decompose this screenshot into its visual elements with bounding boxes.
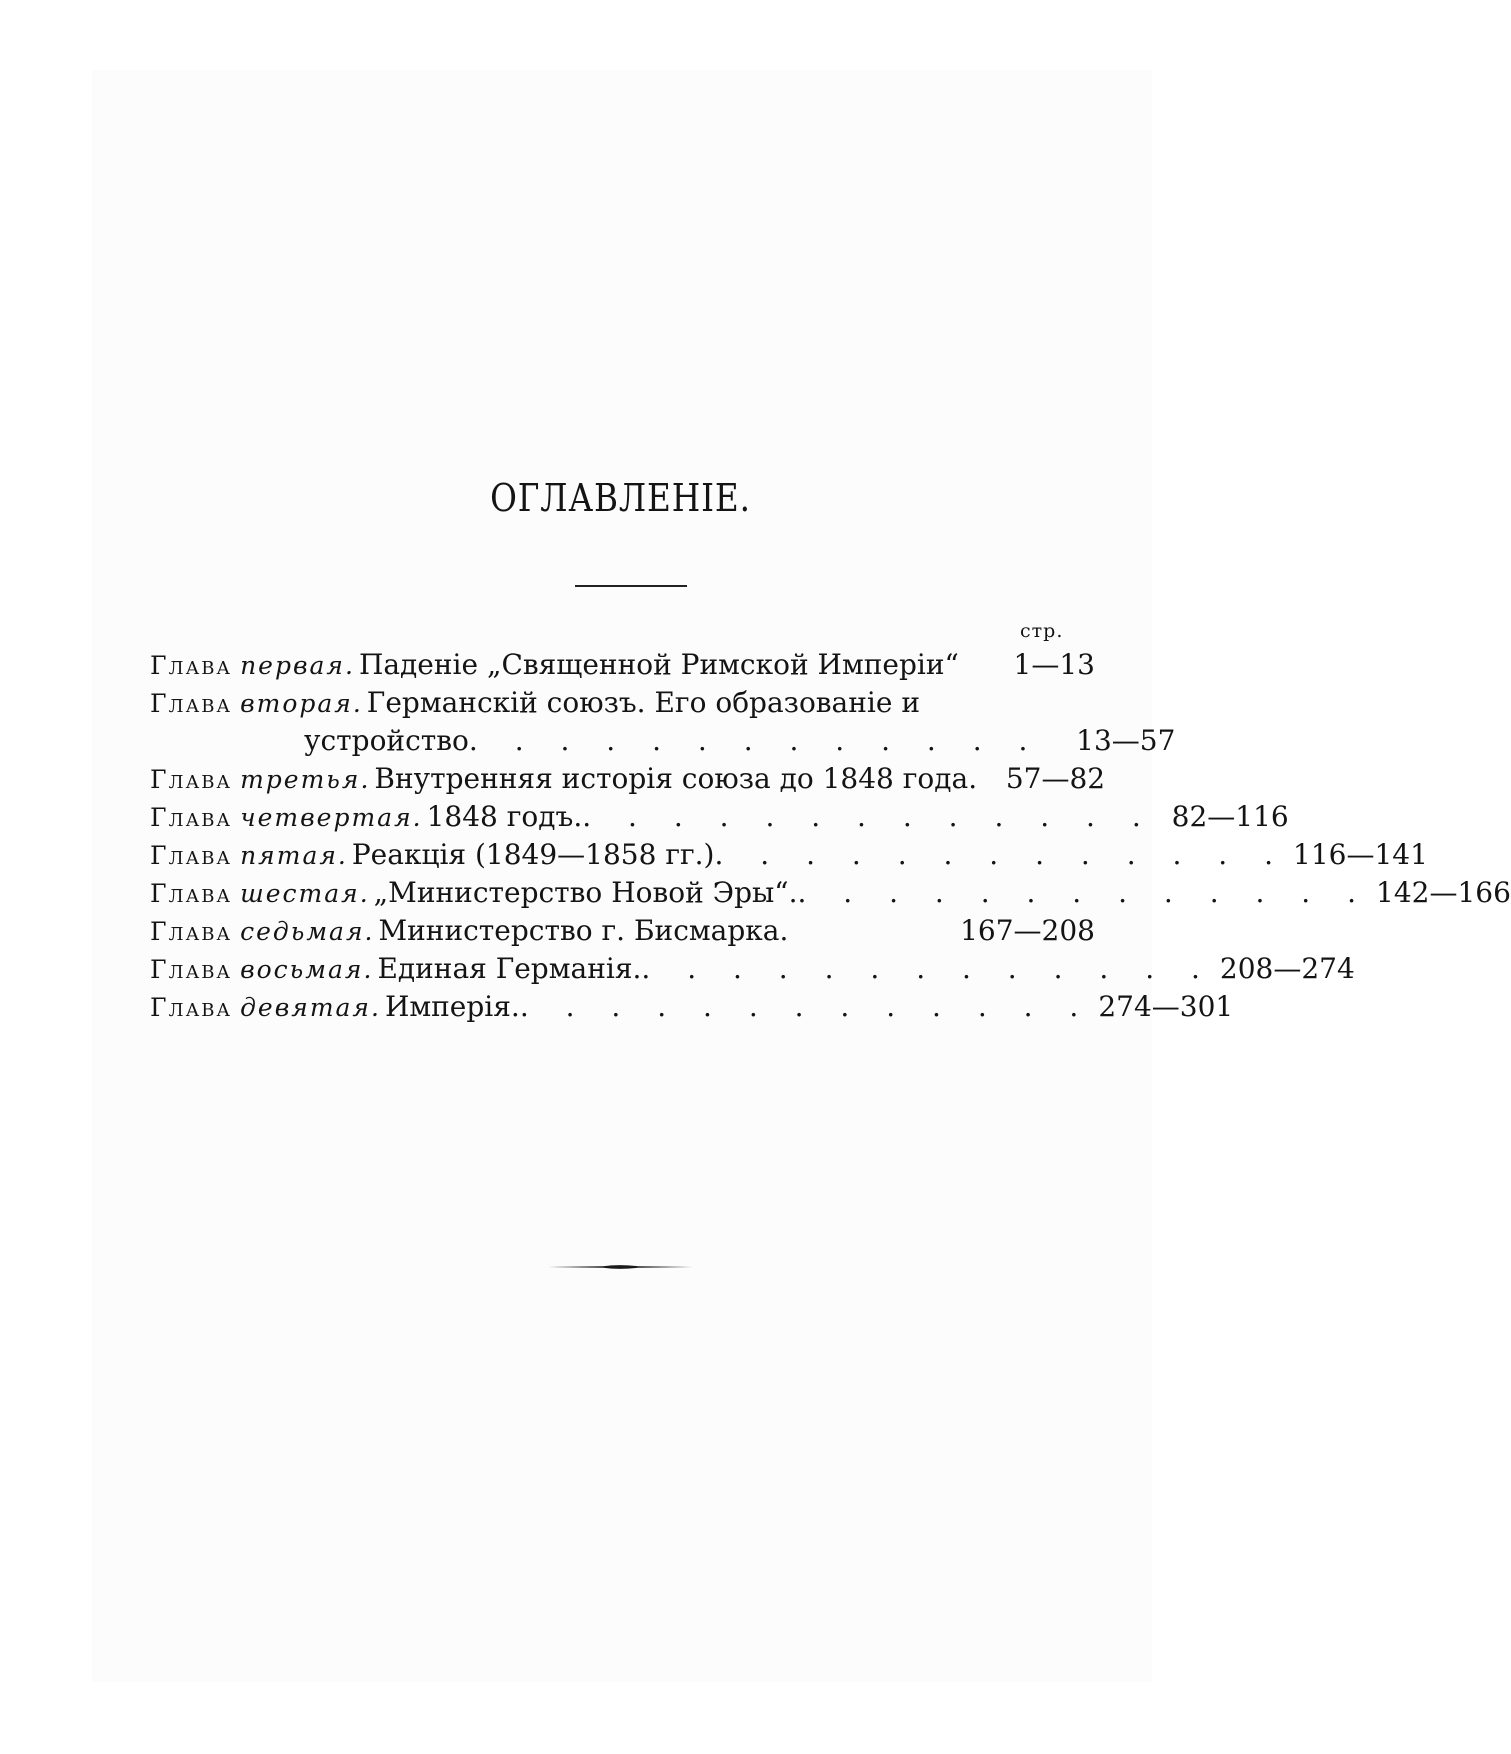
chapter-ordinal: четвертая.	[240, 803, 423, 832]
title-divider	[575, 585, 687, 587]
chapter-title: Единая Германія.	[377, 952, 642, 985]
toc-entry	[150, 648, 1095, 686]
page-range: 82—116	[1171, 800, 1289, 833]
toc-entry	[150, 838, 1428, 876]
chapter-title: Германскій союзъ. Его образованіе и	[366, 686, 921, 719]
chapter-ordinal: восьмая.	[240, 955, 374, 984]
chapter-ordinal: третья.	[240, 765, 371, 794]
chapter-ordinal: вторая.	[240, 689, 363, 718]
page-range: 13—57	[1076, 724, 1176, 757]
chapter-word: Глава	[150, 993, 233, 1022]
chapter-word: Глава	[150, 689, 233, 718]
dot-leader: . . . . . . . . . . . . .	[797, 876, 1371, 909]
dot-leader: . . . . . . . . . . . . .	[641, 952, 1214, 985]
page-range: 1—13	[1013, 648, 1095, 681]
chapter-ordinal: шестая.	[240, 879, 370, 908]
chapter-title: Министерство г. Бисмарка.	[378, 914, 789, 947]
chapter-ordinal: первая.	[240, 651, 355, 680]
chapter-word: Глава	[150, 879, 233, 908]
chapter-word: Глава	[150, 651, 233, 680]
chapter-word: Глава	[150, 917, 233, 946]
dot-leader: . . . . . . . . . . . . .	[468, 724, 1042, 757]
page-range: 274—301	[1098, 990, 1234, 1023]
chapter-title: Имперія.	[384, 990, 520, 1023]
page-range: 167—208	[960, 914, 1095, 947]
pages-column-label: стр.	[1020, 620, 1064, 642]
page-range: 142—166	[1376, 876, 1511, 909]
chapter-word: Глава	[150, 955, 233, 984]
chapter-word: Глава	[150, 765, 233, 794]
chapter-title: Реакція (1849—1858 гг.)	[351, 838, 715, 871]
chapter-title: Паденіе „Священной Римской Имперіи“	[358, 648, 959, 681]
dot-leader: . . . . . . . . . . . . .	[519, 990, 1093, 1023]
chapter-title: 1848 годъ.	[426, 800, 583, 833]
chapter-word: Глава	[150, 803, 233, 832]
chapter-word: Глава	[150, 841, 233, 870]
chapter-title: „Министерство Новой Эры“.	[373, 876, 798, 909]
chapter-title: Внутренняя исторія союза до 1848 года.	[374, 762, 978, 795]
toc-entry	[150, 876, 1511, 914]
toc-entry	[150, 686, 1095, 724]
end-ornament-rule	[548, 1263, 693, 1271]
page-title: ОГЛАВЛЕНІЕ.	[490, 476, 751, 520]
page-range: 57—82	[1005, 762, 1106, 795]
toc-entry	[150, 800, 1289, 838]
dot-leader: . . . . . . . . . . . . .	[714, 838, 1287, 871]
page-range: 208—274	[1219, 952, 1355, 985]
toc-entry	[150, 762, 1106, 800]
dot-leader: . . . . . . . . . . . . .	[582, 800, 1155, 833]
chapter-ordinal: девятая.	[240, 993, 381, 1022]
toc-entry	[150, 914, 1095, 952]
toc-entry	[150, 990, 1234, 1028]
chapter-title-continuation: устройство	[304, 724, 469, 757]
page-range: 116—141	[1293, 838, 1428, 871]
table-of-contents	[150, 648, 1511, 1028]
chapter-ordinal: пятая.	[240, 841, 348, 870]
chapter-ordinal: седьмая.	[240, 917, 375, 946]
toc-entry	[150, 952, 1355, 990]
toc-entry-continuation	[150, 724, 1176, 762]
